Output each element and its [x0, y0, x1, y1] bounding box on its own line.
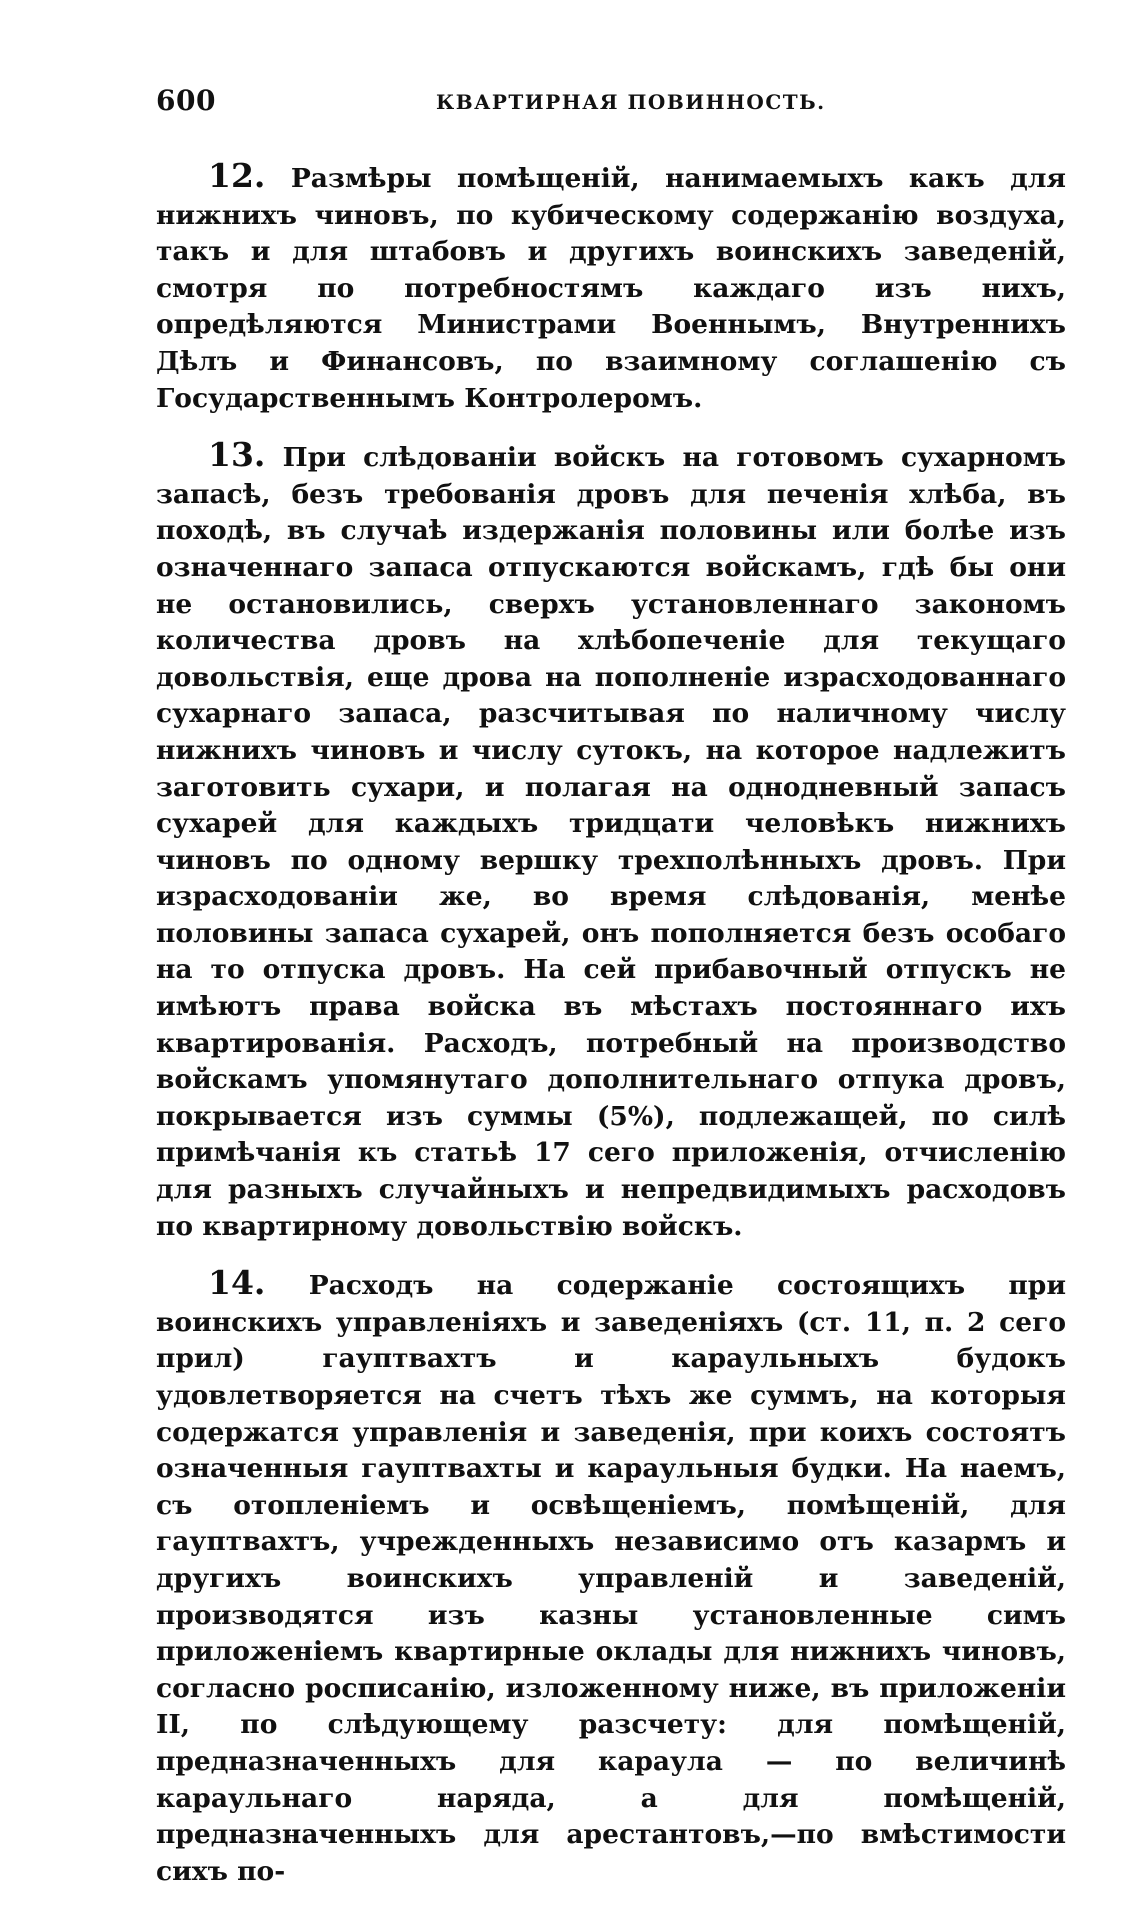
body-text	[156, 158, 1066, 1910]
paragraph-number: 14.	[208, 1263, 266, 1303]
paragraph-number: 13.	[208, 435, 266, 475]
paragraph-text: Размѣры помѣщеній, нанимаемыхъ какъ для нижнихъ чиновъ, по кубическому содержанію воздуха, такъ и для штабовъ и другихъ воинскихъ заведеній, смотря по потребностямъ каждаго изъ нихъ, опредѣляются Министрами Военнымъ, Внутреннихъ Дѣлъ и Финансовъ, по взаимному соглашенію съ Государственнымъ Контролеромъ.	[156, 163, 1066, 414]
page-number: 600	[156, 84, 216, 117]
paragraph-text: При слѣдованіи войскъ на готовомъ сухарномъ запасѣ, безъ требованія дровъ для печенія хлѣба, въ походѣ, въ случаѣ издержанія половины или болѣе изъ означеннаго запаса отпускаются войскамъ, гдѣ бы они не остановились, сверхъ установленнаго закономъ количества дровъ на хлѣбопеченіе для текущаго довольствія, еще дрова на пополненіе израсходованнаго сухарнаго запаса, разсчитывая по наличному числу нижнихъ чиновъ и числу сутокъ, на которое надлежитъ заготовить сухари, и полагая на однодневный запасъ сухарей для каждыхъ тридцати человѣкъ нижнихъ чиновъ по одному вершку трехполѣнныхъ дровъ. При израсходованіи же, во время слѣдованія, менѣе половины запаса сухарей, онъ пополняется безъ особаго на то отпуска дровъ. На сей прибавочный отпускъ не имѣютъ права войска въ мѣстахъ постояннаго ихъ квартированія. Расходъ, потребный на производство войскамъ упомянутаго дополнительнаго отпука дровъ, покрывается изъ суммы (5%), подлежащей, по силѣ примѣчанія къ статьѣ 17 сего приложенія, отчисленію для разныхъ случайныхъ и непредвидимыхъ расходовъ по квартирному довольствію войскъ.	[156, 442, 1066, 1242]
paragraph-text: Расходъ на содержаніе состоящихъ при воинскихъ управленіяхъ и заведеніяхъ (ст. 11, п. 2 сего прил) гауптвахтъ и караульныхъ будокъ удовлетворяется на счетъ тѣхъ же суммъ, на которыя содержатся управленія и заведенія, при коихъ состоятъ означенныя гауптвахты и караульныя будки. На наемъ, съ отопленіемъ и освѣщеніемъ, помѣщеній, для гауптвахтъ, учрежденныхъ независимо отъ казармъ и другихъ воинскихъ управленій и заведеній, производятся изъ казны установленные симъ приложеніемъ квартирные оклады для нижнихъ чиновъ, согласно росписанію, изложенному ниже, въ приложеніи II, по слѣдующему разсчету: для помѣщеній, предназначенныхъ для караула — по величинѣ караульнаго наряда, а для помѣщеній, предназначенныхъ для арестантовъ,—по вмѣстимости сихъ по-	[156, 1270, 1066, 1887]
paragraph-14	[156, 1265, 1066, 1890]
running-title: КВАРТИРНАЯ ПОВИННОСТЬ.	[436, 90, 826, 114]
paragraph-12	[156, 158, 1066, 417]
paragraph-number: 12.	[208, 156, 266, 195]
paragraph-13	[156, 437, 1066, 1245]
page-header	[156, 84, 1066, 124]
